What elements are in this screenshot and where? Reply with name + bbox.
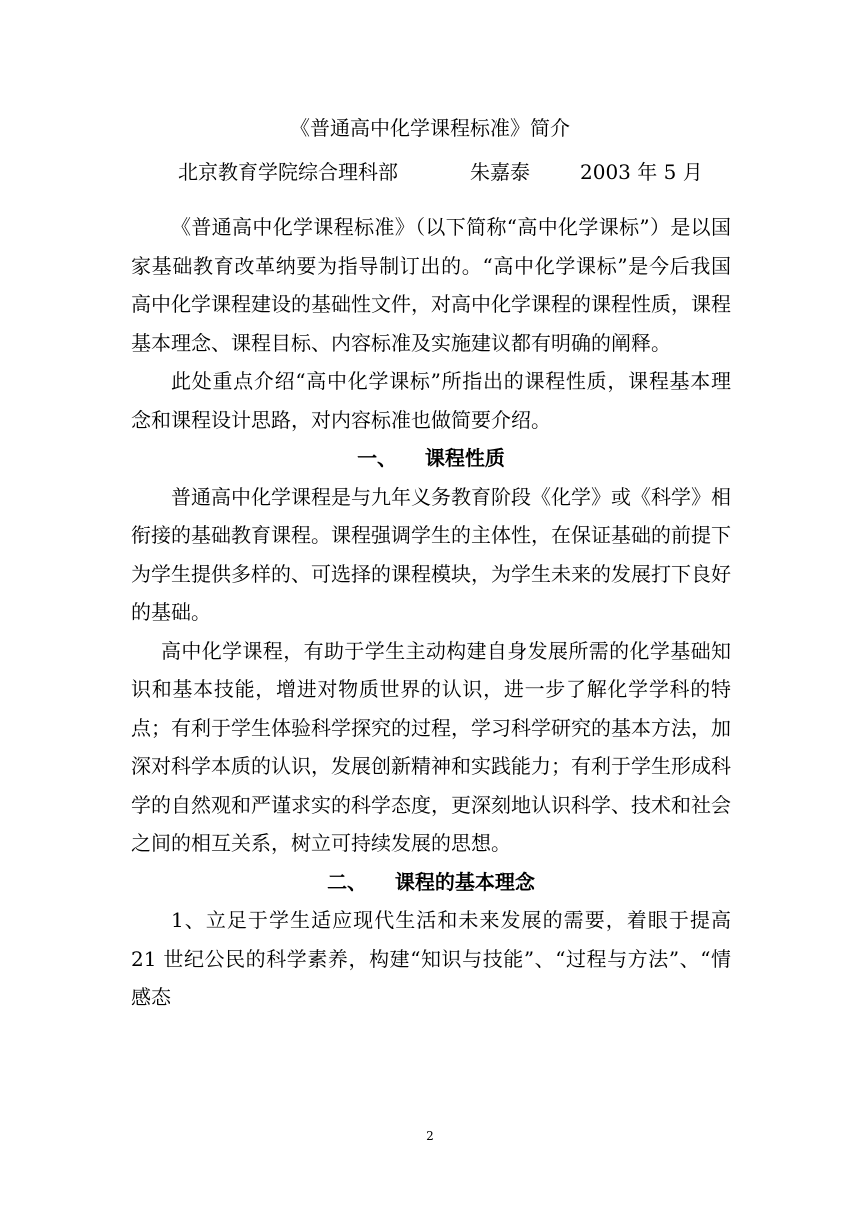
byline-date: 2003 年 5 月 — [580, 160, 703, 184]
byline-department: 北京教育学院综合理科部 — [178, 160, 398, 184]
section-heading-basic-ideas: 二、 课程的基本理念 — [327, 869, 535, 894]
document-body — [131, 208, 731, 1017]
byline-author: 朱嘉泰 — [470, 160, 530, 184]
page-number: 2 — [426, 1129, 434, 1143]
document-title: 《普通高中化学课程标准》简介 — [290, 116, 570, 140]
paragraph-course-nature-2: 高中化学课程，有助于学生主动构建自身发展所需的化学基础知识和基本技能，增进对物质世界的认识，进一步了解化学学科的特点；有利于学生体验科学探究的过程，学习科学研究的基本方法，加深对科学本质的认识，发展创新精神和实践能力；有利于学生形成科学的自然观和严谨求实的科学态度，更深刻地认识科学、技术和社会之间的相互关系，树立可持续发展的思想。 — [131, 638, 731, 855]
paragraph-course-nature-1: 普通高中化学课程是与九年义务教育阶段《化学》或《科学》相衔接的基础教育课程。课程强调学生的主体性，在保证基础的前提下为学生提供多样的、可选择的课程模块，为学生未来的发展打下良好的基础。 — [131, 484, 731, 624]
paragraph-intro-1: 《普通高中化学课程标准》（以下简称“高中化学课标”）是以国家基础教育改革纳要为指导制订出的。“高中化学课标”是今后我国高中化学课程建设的基础性文件，对高中化学课程的课程性质，课程基本理念、课程目标、内容标准及实施建议都有明确的阐释。 — [131, 215, 731, 355]
paragraph-basic-ideas-1: 1、立足于学生适应现代生活和未来发展的需要，着眼于提高 21 世纪公民的科学素养，构建“知识与技能”、“过程与方法”、“情感态 — [131, 908, 731, 1009]
paragraph-intro-2: 此处重点介绍“高中化学课标”所指出的课程性质，课程基本理念和课程设计思路，对内容标准也做简要介绍。 — [131, 369, 731, 432]
section-heading-course-nature: 一、 课程性质 — [357, 446, 505, 470]
